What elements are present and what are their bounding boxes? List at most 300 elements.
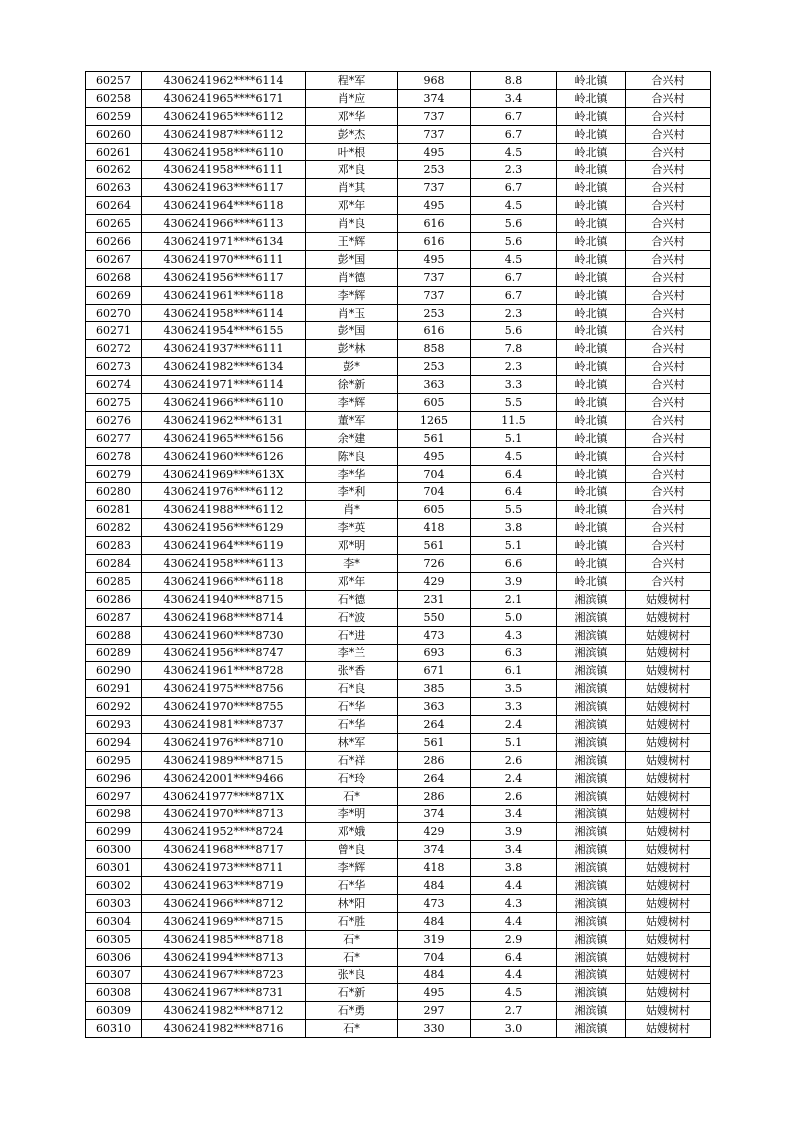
cell-town: 湘滨镇 <box>557 805 626 823</box>
cell-village: 合兴村 <box>626 250 711 268</box>
cell-id_masked: 4306241965****6156 <box>142 429 306 447</box>
table-row <box>86 250 711 268</box>
cell-village: 姑嫂树村 <box>626 805 711 823</box>
cell-name: 石*新 <box>306 984 398 1002</box>
cell-seq: 60261 <box>86 143 142 161</box>
cell-village: 合兴村 <box>626 429 711 447</box>
cell-seq: 60298 <box>86 805 142 823</box>
cell-name: 叶*根 <box>306 143 398 161</box>
cell-id_masked: 4306241954****6155 <box>142 322 306 340</box>
cell-id_masked: 4306241964****6118 <box>142 197 306 215</box>
cell-seq: 60273 <box>86 358 142 376</box>
cell-village: 合兴村 <box>626 322 711 340</box>
cell-amount: 737 <box>398 286 471 304</box>
cell-name: 李*华 <box>306 465 398 483</box>
cell-amount: 616 <box>398 215 471 233</box>
cell-name: 李*辉 <box>306 859 398 877</box>
cell-id_masked: 4306241987****6112 <box>142 125 306 143</box>
cell-town: 岭北镇 <box>557 465 626 483</box>
table-row <box>86 912 711 930</box>
cell-town: 湘滨镇 <box>557 769 626 787</box>
table-row <box>86 465 711 483</box>
cell-village: 合兴村 <box>626 179 711 197</box>
cell-seq: 60287 <box>86 608 142 626</box>
cell-name: 石*祥 <box>306 751 398 769</box>
cell-id_masked: 4306241966****6110 <box>142 394 306 412</box>
cell-id_masked: 4306241940****8715 <box>142 590 306 608</box>
cell-amount: 429 <box>398 823 471 841</box>
cell-town: 岭北镇 <box>557 572 626 590</box>
cell-rate: 2.9 <box>471 930 557 948</box>
cell-id_masked: 4306242001****9466 <box>142 769 306 787</box>
cell-seq: 60293 <box>86 716 142 734</box>
cell-seq: 60277 <box>86 429 142 447</box>
cell-village: 合兴村 <box>626 197 711 215</box>
cell-town: 岭北镇 <box>557 179 626 197</box>
cell-town: 岭北镇 <box>557 358 626 376</box>
cell-rate: 2.6 <box>471 751 557 769</box>
cell-rate: 5.0 <box>471 608 557 626</box>
cell-seq: 60291 <box>86 680 142 698</box>
cell-village: 姑嫂树村 <box>626 608 711 626</box>
table-row <box>86 984 711 1002</box>
cell-amount: 231 <box>398 590 471 608</box>
cell-id_masked: 4306241937****6111 <box>142 340 306 358</box>
cell-seq: 60284 <box>86 555 142 573</box>
cell-id_masked: 4306241970****8713 <box>142 805 306 823</box>
cell-name: 肖* <box>306 501 398 519</box>
cell-rate: 4.5 <box>471 197 557 215</box>
cell-town: 湘滨镇 <box>557 1020 626 1038</box>
cell-rate: 4.4 <box>471 912 557 930</box>
cell-seq: 60302 <box>86 877 142 895</box>
cell-seq: 60301 <box>86 859 142 877</box>
cell-amount: 484 <box>398 912 471 930</box>
cell-town: 湘滨镇 <box>557 966 626 984</box>
cell-amount: 363 <box>398 698 471 716</box>
cell-id_masked: 4306241976****8710 <box>142 733 306 751</box>
table-row <box>86 555 711 573</box>
cell-name: 石*华 <box>306 877 398 895</box>
benefit-list-table <box>85 71 711 1038</box>
cell-id_masked: 4306241966****6118 <box>142 572 306 590</box>
cell-village: 姑嫂树村 <box>626 841 711 859</box>
cell-village: 姑嫂树村 <box>626 662 711 680</box>
cell-name: 邓*娥 <box>306 823 398 841</box>
cell-town: 湘滨镇 <box>557 644 626 662</box>
cell-amount: 363 <box>398 376 471 394</box>
cell-amount: 737 <box>398 179 471 197</box>
cell-rate: 3.3 <box>471 698 557 716</box>
table-row <box>86 483 711 501</box>
cell-seq: 60303 <box>86 894 142 912</box>
cell-name: 李*兰 <box>306 644 398 662</box>
cell-seq: 60306 <box>86 948 142 966</box>
cell-rate: 6.4 <box>471 948 557 966</box>
cell-town: 岭北镇 <box>557 125 626 143</box>
table-row <box>86 787 711 805</box>
cell-town: 湘滨镇 <box>557 787 626 805</box>
cell-seq: 60269 <box>86 286 142 304</box>
cell-name: 石*华 <box>306 698 398 716</box>
table-row <box>86 304 711 322</box>
cell-id_masked: 4306241982****6134 <box>142 358 306 376</box>
cell-rate: 3.4 <box>471 841 557 859</box>
cell-seq: 60258 <box>86 89 142 107</box>
table-row <box>86 72 711 90</box>
cell-id_masked: 4306241981****8737 <box>142 716 306 734</box>
cell-id_masked: 4306241970****6111 <box>142 250 306 268</box>
cell-rate: 6.7 <box>471 107 557 125</box>
cell-amount: 374 <box>398 841 471 859</box>
cell-village: 姑嫂树村 <box>626 769 711 787</box>
cell-amount: 286 <box>398 751 471 769</box>
cell-village: 姑嫂树村 <box>626 930 711 948</box>
cell-town: 湘滨镇 <box>557 716 626 734</box>
cell-town: 岭北镇 <box>557 89 626 107</box>
cell-name: 彭*国 <box>306 250 398 268</box>
cell-name: 肖*玉 <box>306 304 398 322</box>
cell-village: 合兴村 <box>626 537 711 555</box>
cell-id_masked: 4306241977****871X <box>142 787 306 805</box>
cell-village: 姑嫂树村 <box>626 716 711 734</box>
table-row <box>86 751 711 769</box>
cell-id_masked: 4306241961****8728 <box>142 662 306 680</box>
cell-town: 岭北镇 <box>557 519 626 537</box>
cell-amount: 319 <box>398 930 471 948</box>
cell-amount: 253 <box>398 161 471 179</box>
cell-amount: 561 <box>398 733 471 751</box>
cell-town: 湘滨镇 <box>557 877 626 895</box>
table-row <box>86 340 711 358</box>
cell-name: 肖*应 <box>306 89 398 107</box>
cell-id_masked: 4306241958****6113 <box>142 555 306 573</box>
cell-amount: 253 <box>398 304 471 322</box>
cell-seq: 60292 <box>86 698 142 716</box>
cell-village: 合兴村 <box>626 358 711 376</box>
cell-name: 李*辉 <box>306 286 398 304</box>
cell-village: 合兴村 <box>626 465 711 483</box>
cell-id_masked: 4306241961****6118 <box>142 286 306 304</box>
cell-village: 合兴村 <box>626 394 711 412</box>
cell-amount: 495 <box>398 143 471 161</box>
cell-village: 合兴村 <box>626 555 711 573</box>
table-row <box>86 501 711 519</box>
cell-rate: 11.5 <box>471 411 557 429</box>
cell-id_masked: 4306241971****6114 <box>142 376 306 394</box>
cell-village: 姑嫂树村 <box>626 787 711 805</box>
cell-rate: 6.3 <box>471 644 557 662</box>
cell-village: 合兴村 <box>626 376 711 394</box>
table-row <box>86 859 711 877</box>
cell-rate: 4.3 <box>471 894 557 912</box>
cell-village: 合兴村 <box>626 411 711 429</box>
cell-amount: 737 <box>398 125 471 143</box>
cell-seq: 60304 <box>86 912 142 930</box>
cell-seq: 60283 <box>86 537 142 555</box>
cell-rate: 7.8 <box>471 340 557 358</box>
cell-village: 姑嫂树村 <box>626 894 711 912</box>
table-body <box>86 72 711 1038</box>
table-row <box>86 89 711 107</box>
cell-name: 石* <box>306 787 398 805</box>
cell-amount: 671 <box>398 662 471 680</box>
cell-name: 邓*年 <box>306 197 398 215</box>
cell-amount: 264 <box>398 716 471 734</box>
cell-rate: 4.4 <box>471 877 557 895</box>
cell-rate: 6.7 <box>471 286 557 304</box>
cell-town: 湘滨镇 <box>557 948 626 966</box>
cell-rate: 2.7 <box>471 1002 557 1020</box>
cell-rate: 3.9 <box>471 572 557 590</box>
cell-id_masked: 4306241988****6112 <box>142 501 306 519</box>
cell-seq: 60299 <box>86 823 142 841</box>
cell-id_masked: 4306241964****6119 <box>142 537 306 555</box>
cell-rate: 5.1 <box>471 429 557 447</box>
cell-town: 湘滨镇 <box>557 823 626 841</box>
cell-name: 张*香 <box>306 662 398 680</box>
table-row <box>86 769 711 787</box>
cell-seq: 60267 <box>86 250 142 268</box>
cell-seq: 60275 <box>86 394 142 412</box>
table-row <box>86 626 711 644</box>
table-row <box>86 1020 711 1038</box>
cell-town: 湘滨镇 <box>557 984 626 1002</box>
table-row <box>86 680 711 698</box>
cell-rate: 4.5 <box>471 984 557 1002</box>
cell-seq: 60295 <box>86 751 142 769</box>
cell-town: 岭北镇 <box>557 161 626 179</box>
cell-amount: 418 <box>398 859 471 877</box>
cell-id_masked: 4306241971****6134 <box>142 233 306 251</box>
cell-id_masked: 4306241956****6129 <box>142 519 306 537</box>
cell-id_masked: 4306241967****8723 <box>142 966 306 984</box>
cell-amount: 858 <box>398 340 471 358</box>
cell-town: 岭北镇 <box>557 268 626 286</box>
cell-name: 石*良 <box>306 680 398 698</box>
cell-name: 徐*新 <box>306 376 398 394</box>
cell-town: 岭北镇 <box>557 483 626 501</box>
cell-town: 湘滨镇 <box>557 590 626 608</box>
cell-rate: 4.5 <box>471 447 557 465</box>
cell-town: 岭北镇 <box>557 501 626 519</box>
cell-amount: 605 <box>398 501 471 519</box>
cell-amount: 297 <box>398 1002 471 1020</box>
cell-name: 董*军 <box>306 411 398 429</box>
cell-name: 余*建 <box>306 429 398 447</box>
cell-amount: 330 <box>398 1020 471 1038</box>
cell-id_masked: 4306241967****8731 <box>142 984 306 1002</box>
cell-town: 岭北镇 <box>557 411 626 429</box>
cell-town: 岭北镇 <box>557 376 626 394</box>
cell-name: 石*玲 <box>306 769 398 787</box>
cell-name: 石*进 <box>306 626 398 644</box>
cell-rate: 2.3 <box>471 161 557 179</box>
cell-id_masked: 4306241969****8715 <box>142 912 306 930</box>
cell-town: 湘滨镇 <box>557 608 626 626</box>
cell-town: 湘滨镇 <box>557 680 626 698</box>
cell-village: 姑嫂树村 <box>626 680 711 698</box>
cell-amount: 264 <box>398 769 471 787</box>
cell-rate: 3.4 <box>471 805 557 823</box>
cell-amount: 495 <box>398 447 471 465</box>
cell-town: 岭北镇 <box>557 215 626 233</box>
cell-amount: 616 <box>398 233 471 251</box>
cell-amount: 737 <box>398 107 471 125</box>
cell-town: 湘滨镇 <box>557 751 626 769</box>
cell-town: 湘滨镇 <box>557 1002 626 1020</box>
cell-town: 岭北镇 <box>557 143 626 161</box>
cell-name: 邓*年 <box>306 572 398 590</box>
cell-rate: 3.4 <box>471 89 557 107</box>
table-row <box>86 125 711 143</box>
cell-name: 程*军 <box>306 72 398 90</box>
cell-town: 湘滨镇 <box>557 841 626 859</box>
cell-name: 李*辉 <box>306 394 398 412</box>
cell-seq: 60281 <box>86 501 142 519</box>
cell-seq: 60308 <box>86 984 142 1002</box>
cell-id_masked: 4306241960****8730 <box>142 626 306 644</box>
cell-amount: 737 <box>398 268 471 286</box>
cell-rate: 6.7 <box>471 179 557 197</box>
cell-seq: 60266 <box>86 233 142 251</box>
cell-town: 岭北镇 <box>557 537 626 555</box>
cell-village: 姑嫂树村 <box>626 1020 711 1038</box>
table-row <box>86 733 711 751</box>
cell-id_masked: 4306241975****8756 <box>142 680 306 698</box>
cell-amount: 418 <box>398 519 471 537</box>
table-row <box>86 179 711 197</box>
cell-amount: 550 <box>398 608 471 626</box>
cell-amount: 561 <box>398 429 471 447</box>
cell-village: 姑嫂树村 <box>626 733 711 751</box>
cell-id_masked: 4306241952****8724 <box>142 823 306 841</box>
cell-rate: 6.4 <box>471 483 557 501</box>
cell-seq: 60274 <box>86 376 142 394</box>
table-row <box>86 411 711 429</box>
cell-name: 邓*华 <box>306 107 398 125</box>
cell-name: 李*利 <box>306 483 398 501</box>
cell-village: 合兴村 <box>626 304 711 322</box>
cell-name: 石*波 <box>306 608 398 626</box>
cell-seq: 60310 <box>86 1020 142 1038</box>
cell-village: 合兴村 <box>626 340 711 358</box>
cell-town: 湘滨镇 <box>557 626 626 644</box>
cell-rate: 4.3 <box>471 626 557 644</box>
cell-village: 姑嫂树村 <box>626 626 711 644</box>
cell-village: 姑嫂树村 <box>626 644 711 662</box>
cell-town: 湘滨镇 <box>557 698 626 716</box>
cell-town: 岭北镇 <box>557 394 626 412</box>
cell-amount: 693 <box>398 644 471 662</box>
cell-id_masked: 4306241963****8719 <box>142 877 306 895</box>
cell-seq: 60309 <box>86 1002 142 1020</box>
cell-name: 肖*其 <box>306 179 398 197</box>
cell-name: 石*华 <box>306 716 398 734</box>
cell-id_masked: 4306241966****6113 <box>142 215 306 233</box>
table-row <box>86 1002 711 1020</box>
table-row <box>86 376 711 394</box>
cell-id_masked: 4306241956****8747 <box>142 644 306 662</box>
cell-village: 姑嫂树村 <box>626 751 711 769</box>
cell-name: 石*勇 <box>306 1002 398 1020</box>
cell-village: 合兴村 <box>626 125 711 143</box>
cell-amount: 726 <box>398 555 471 573</box>
cell-village: 姑嫂树村 <box>626 948 711 966</box>
table-row <box>86 877 711 895</box>
cell-rate: 2.3 <box>471 358 557 376</box>
table-row <box>86 394 711 412</box>
cell-amount: 253 <box>398 358 471 376</box>
cell-amount: 704 <box>398 948 471 966</box>
cell-rate: 2.6 <box>471 787 557 805</box>
cell-village: 合兴村 <box>626 519 711 537</box>
cell-seq: 60262 <box>86 161 142 179</box>
cell-id_masked: 4306241958****6111 <box>142 161 306 179</box>
cell-village: 合兴村 <box>626 233 711 251</box>
cell-amount: 374 <box>398 89 471 107</box>
cell-rate: 5.5 <box>471 501 557 519</box>
cell-rate: 5.1 <box>471 733 557 751</box>
table-row <box>86 966 711 984</box>
cell-amount: 495 <box>398 984 471 1002</box>
cell-village: 姑嫂树村 <box>626 859 711 877</box>
cell-town: 岭北镇 <box>557 447 626 465</box>
table-row <box>86 233 711 251</box>
cell-id_masked: 4306241969****613X <box>142 465 306 483</box>
cell-id_masked: 4306241965****6112 <box>142 107 306 125</box>
table-row <box>86 930 711 948</box>
cell-id_masked: 4306241989****8715 <box>142 751 306 769</box>
table-row <box>86 429 711 447</box>
cell-town: 岭北镇 <box>557 233 626 251</box>
cell-id_masked: 4306241958****6114 <box>142 304 306 322</box>
cell-rate: 2.4 <box>471 716 557 734</box>
cell-name: 李* <box>306 555 398 573</box>
cell-name: 林*阳 <box>306 894 398 912</box>
cell-id_masked: 4306241962****6114 <box>142 72 306 90</box>
table-row <box>86 894 711 912</box>
cell-village: 合兴村 <box>626 107 711 125</box>
cell-seq: 60282 <box>86 519 142 537</box>
cell-seq: 60278 <box>86 447 142 465</box>
table-row <box>86 698 711 716</box>
cell-rate: 3.5 <box>471 680 557 698</box>
table-row <box>86 197 711 215</box>
table-row <box>86 608 711 626</box>
cell-village: 合兴村 <box>626 143 711 161</box>
cell-village: 姑嫂树村 <box>626 966 711 984</box>
cell-rate: 3.9 <box>471 823 557 841</box>
cell-amount: 385 <box>398 680 471 698</box>
cell-seq: 60305 <box>86 930 142 948</box>
cell-amount: 484 <box>398 877 471 895</box>
table-row <box>86 107 711 125</box>
cell-name: 石* <box>306 948 398 966</box>
table-row <box>86 716 711 734</box>
cell-id_masked: 4306241976****6112 <box>142 483 306 501</box>
table-row <box>86 447 711 465</box>
cell-name: 彭*林 <box>306 340 398 358</box>
table-row <box>86 161 711 179</box>
cell-seq: 60264 <box>86 197 142 215</box>
cell-id_masked: 4306241962****6131 <box>142 411 306 429</box>
cell-id_masked: 4306241966****8712 <box>142 894 306 912</box>
cell-rate: 4.4 <box>471 966 557 984</box>
cell-rate: 2.3 <box>471 304 557 322</box>
table-row <box>86 143 711 161</box>
cell-village: 姑嫂树村 <box>626 590 711 608</box>
